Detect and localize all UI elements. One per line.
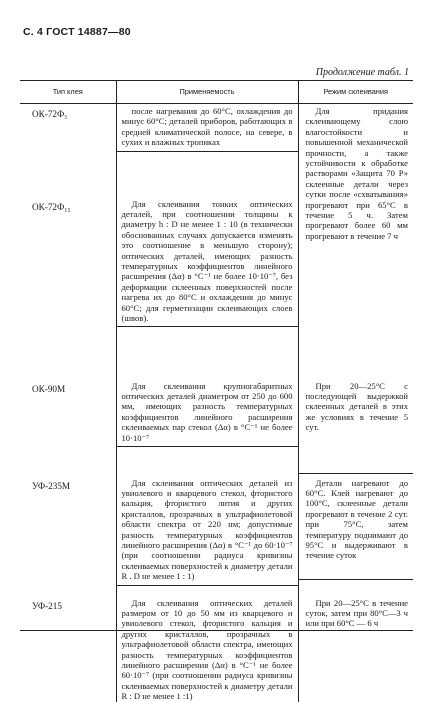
row-divider xyxy=(299,579,414,580)
mode-text: При 20—25°С с последующей выдержкой склеенных деталей в этих же условиях в течение 5 сут. xyxy=(305,380,408,433)
application-text: Для склеивания оптических деталей размером от 10 до 50 мм из кварцевого и увиолевого стекол, фтористого кальция и других кристаллов, прозрачных в ультрафиолетовой области спектра, имеющих разность температурных коэффициентов линейного расширения (Δα) в °С⁻¹ не более 60·10⁻⁷ (при соотношении радиуса кривизны склеиваемых поверхностей к диаметру детали R : D не менее 1 :1) xyxy=(121,597,293,702)
row-divider xyxy=(117,326,298,327)
mode-text: Детали нагревают до 60°С. Клей нагревают до 100°С, склеенные детали прогревают в течение 2 сут. при 75°С, затем температуру поднимают до 95°С и выдерживают в течение суток xyxy=(305,477,408,561)
application-text: Для склеивания оптических деталей из увиолевого и кварцевого стекол, фтористого кальция, фтористого лития и других кристаллов, прозрачных в ультрафиолетовой области спектра от 220 нм; допустимые разность температурных коэффициентов линейного расширения (Δα) в °С⁻¹ до 60·10⁻⁷ (при соотношении радиуса кривизны склеиваемых поверхностей к диаметру детали R . D не менее 1 : 1) xyxy=(121,477,293,582)
table-bottom-rule xyxy=(20,630,413,631)
table-row xyxy=(20,476,413,596)
application-text: Для склеивания тонких оптических деталей, при соотношении толщины к диаметру h : D не менее 1 : 10 (в технически обоснованных случаях допускается изменять это соотношение в меньшую сторону); оптических деталей, имеющих разность температурных коэффициентов линейного расширения (Δα) в °С⁻¹ не более 10·10⁻⁷, без деформации склеенных поверхностей после нагрева их до 80°С и охлаждения до минус 60°С; для герметизации склеивающих слоев (швов). xyxy=(121,198,293,323)
adhesive-type: ОК-72Ф₁₅ xyxy=(32,201,71,212)
row-divider xyxy=(299,473,414,474)
application-text: после нагревания до 60°С, охлаждения до минус 60°С; деталей приборов, работающих в средней климатической полосе, на севере, в сухих и влажных тропиках xyxy=(121,106,293,148)
mode-text: Для придания склеивающему слою влагостойкости и повышенной механической прочности, а также устойчивости к обработке растворами «Защита 70 Р» склеенные детали через сутки после «схватывания» прогревают при 65°С в течение 5 ч. Затем прогревают более 60 мм прогревают в течение 7 ч xyxy=(305,106,408,241)
column-header-application: Применяемость xyxy=(116,81,298,104)
table-row xyxy=(20,379,413,476)
column-header-mode: Режим склеивания xyxy=(298,81,413,104)
page-header: С. 4 ГОСТ 14887—80 xyxy=(23,26,131,38)
adhesive-type: ОК-90М xyxy=(32,383,66,394)
table-header-row xyxy=(20,81,413,104)
adhesive-type: ОК-72Ф₅ xyxy=(32,109,68,119)
table-row xyxy=(20,596,413,702)
adhesive-type: УФ-215 xyxy=(32,600,62,611)
row-divider xyxy=(117,446,298,447)
row-divider xyxy=(117,151,298,152)
adhesive-type: УФ-235М xyxy=(32,480,71,491)
column-header-type: Тип клея xyxy=(20,81,116,104)
table-row xyxy=(20,104,413,197)
mode-text: При 20—25°С в течение суток, затем при 80°С—3 ч или при 60°С — 6 ч xyxy=(305,597,408,629)
row-divider xyxy=(117,585,298,586)
table-continuation-caption: Продолжение табл. 1 xyxy=(315,67,409,78)
adhesive-table xyxy=(20,80,413,702)
application-text: Для склеивания крупногабаритных оптических деталей диаметром от 250 до 600 мм, имеющих разность температурных коэффициентов линейного расширения склеиваемых пар стекол (Δα) в °С⁻¹ не более 10·10⁻⁷ xyxy=(121,380,293,443)
